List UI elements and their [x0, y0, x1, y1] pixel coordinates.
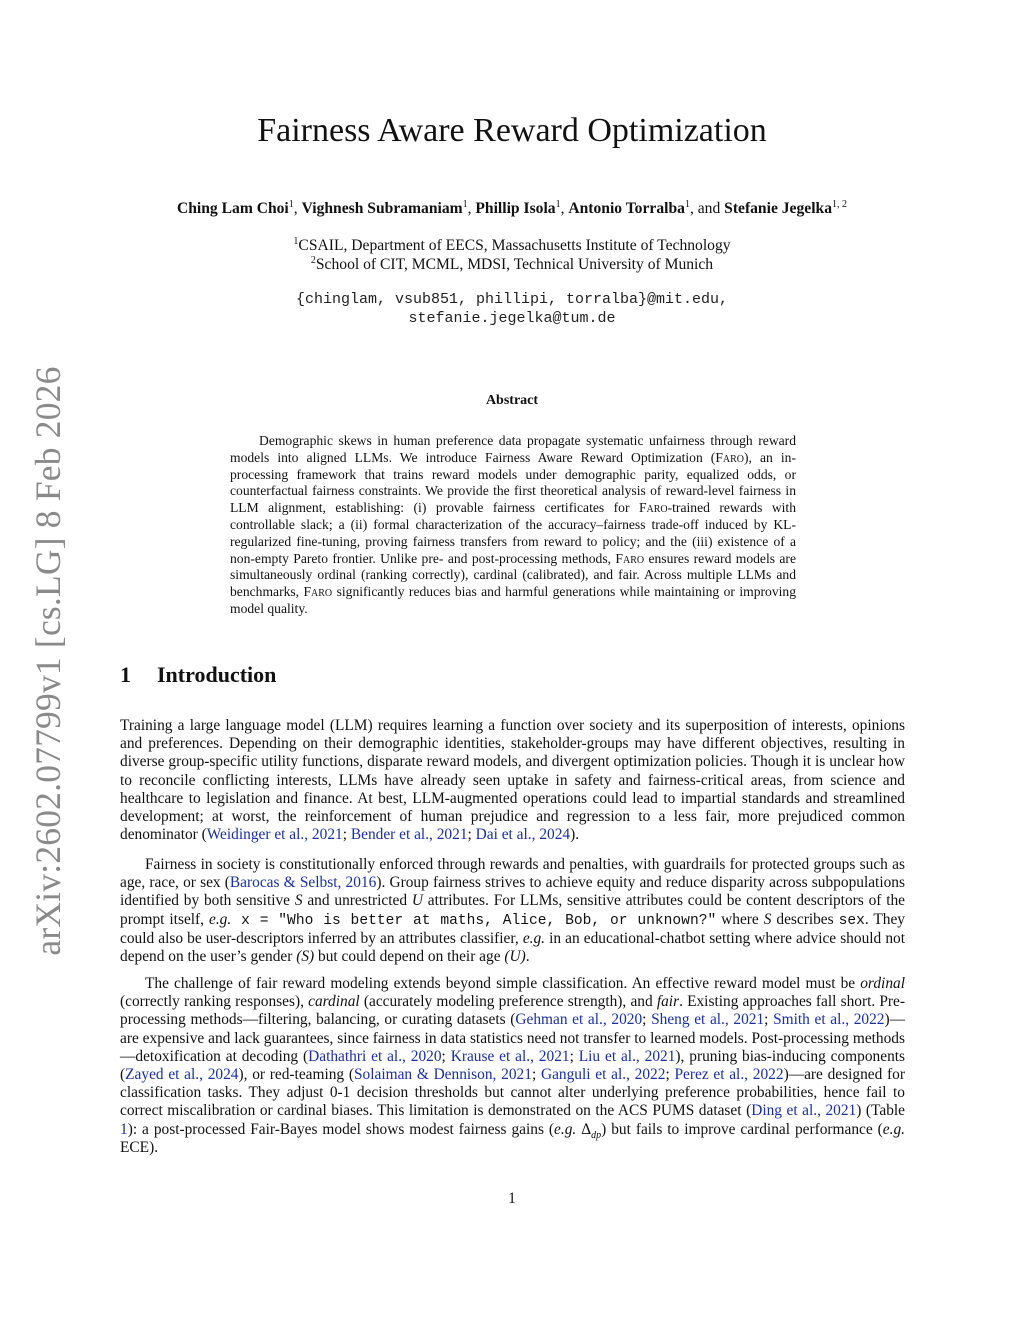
author-name: Ching Lam Choi	[176, 200, 289, 217]
author-emails	[0, 290, 1024, 328]
method-name: Faro	[303, 584, 333, 600]
author-name: Vighnesh Subramaniam	[301, 200, 463, 217]
citation-link[interactable]: Ding et al., 2021	[751, 1102, 857, 1120]
citation-link[interactable]: Sheng et al., 2021	[651, 1011, 765, 1029]
math-delta: Δ	[576, 1120, 592, 1138]
author-affiliation-mark: 1	[555, 198, 561, 210]
paragraph-1: Training a large language model (LLM) requires learning a function over society and its superposition of interests, opinions and preferences. Depending on their demographic identities, stakeholder-groups may have different objectives, resulting in diverse group-specific utility functions, disparate reward models, and divergent optimization policies. Though it is unclear how to reconcile conflicting interests, LLMs have already seen uptake in safety and fairness-critical areas, from science and healthcare to legislation and finance. At best, LLM-augmented operations could lead to impartial standards and streamlined development; at worst, the reinforcement of human prejudice and regression to a less fair, more prejudiced common denominator (Weidinger et al., 2021; Bender et al., 2021; Dai et al., 2024).	[120, 717, 905, 844]
author-list: Ching Lam Choi$^1$, Vighnesh Subramaniam$^1$, Phillip Isola$^1$, Antonio Torralba$^1$, and Stefanie Jegelka$^{1, 2}$	[176, 198, 847, 217]
citation-link[interactable]: Smith et al., 2022	[773, 1011, 885, 1029]
author-name: Stefanie Jegelka	[724, 200, 832, 217]
author-affiliation-mark: 1	[288, 198, 294, 210]
author-affiliation-mark: 1, 2	[832, 198, 847, 210]
page-number: 1	[508, 1190, 516, 1207]
abstract-heading: Abstract	[485, 393, 539, 408]
citation-link[interactable]: Bender et al., 2021	[350, 826, 468, 844]
affiliation-line: $^2$School of CIT, MCML, MDSI, Technical University of Munich	[310, 254, 714, 273]
citation-link[interactable]: Solaiman & Dennison, 2021	[353, 1066, 532, 1084]
code-example: x = "Who is better at maths, Alice, Bob, or unknown?"	[231, 912, 717, 929]
affiliation-list	[0, 236, 1024, 274]
citation-link[interactable]: Weidinger et al., 2021	[206, 826, 343, 844]
author-affiliation-mark: 1	[684, 198, 690, 210]
method-name: Faro	[638, 500, 668, 516]
citation-link[interactable]: Perez et al., 2022	[674, 1066, 784, 1084]
citation-link[interactable]: Barocas & Selbst, 2016	[229, 874, 377, 892]
section-number: 1	[120, 662, 131, 687]
math-variable: S	[294, 892, 303, 910]
author-name: Phillip Isola	[475, 200, 556, 217]
citation-link[interactable]: Dathathri et al., 2020	[308, 1047, 442, 1065]
citation-link[interactable]: Dai et al., 2024	[475, 826, 571, 844]
author-name: Antonio Torralba	[568, 200, 685, 217]
table-reference-link[interactable]: 1	[120, 1120, 128, 1138]
section-heading-introduction	[120, 662, 276, 688]
method-name: Faro	[615, 550, 645, 566]
citation-link[interactable]: Zayed et al., 2024	[125, 1066, 239, 1084]
arxiv-identifier[interactable]: arXiv:2602.07799v1 [cs.LG] 8 Feb 2026	[28, 366, 68, 956]
email-line[interactable]: stefanie.jegelka@tum.de	[408, 310, 616, 327]
citation-link[interactable]: Ganguli et al., 2022	[540, 1066, 666, 1084]
affiliation-line: $^1$CSAIL, Department of EECS, Massachusetts Institute of Technology	[293, 235, 731, 254]
paragraph-2: Fairness in society is constitutionally enforced through rewards and penalties, with guardrails for protected groups such as age, race, or sex (Barocas & Selbst, 2016). Group fairness strives to achieve equity and reduce disparity across subpopulations identified by both sensitive S and unrestricted U attributes. For LLMs, sensitive attributes could be content descriptors of the prompt itself, e.g. x = "Who is better at maths, Alice, Bob, or unknown?" where S describes sex. They could also be user-descriptors inferred by an attributes classifier, e.g. in an educational-chatbot setting where advice should not depend on the user’s gender (S) but could depend on their age (U).	[120, 856, 905, 966]
paragraph-3: The challenge of fair reward modeling extends beyond simple classification. An effective reward model must be ordinal (correctly ranking responses), cardinal (accurately modeling preference strength), and fair. Existing approaches fall short. Pre-processing methods—filtering, balancing, or curating datasets (Gehman et al., 2020; Sheng et al., 2021; Smith et al., 2022)—are expensive and lack guarantees, since fairness in data statistics need not transfer to learned models. Post-processing methods—detoxification at decoding (Dathathri et al., 2020; Krause et al., 2021; Liu et al., 2021), pruning bias-inducing components (Zayed et al., 2024), or red-teaming (Solaiman & Dennison, 2021; Ganguli et al., 2022; Perez et al., 2022)—are designed for classification tasks. They adjust 0-1 decision thresholds but cannot alter underlying preference probabilities, hence fail to correct miscalibration or cardinal biases. This limitation is demonstrated on the ACS PUMS dataset (Ding et al., 2021) (Table 1): a post-processed Fair-Bayes model shows modest fairness gains (e.g. $\Delta_{dp}$) but fails to improve cardinal performance (e.g. ECE).	[120, 975, 906, 1156]
author-affiliation-mark: 1	[462, 198, 468, 210]
method-name: Faro	[715, 449, 745, 465]
abstract-text: Demographic skews in human preference data propagate systematic unfairness through reward models into aligned LLMs. We introduce Fairness Aware Reward Optimization (Faro), an in-processing framework that trains reward models under demographic parity, equalized odds, or counterfactual fairness constraints. We provide the first theoretical analysis of reward-level fairness in LLM alignment, establishing: (i) provable fairness certificates for Faro-trained rewards with controllable slack; a (ii) formal characterization of the accuracy–fairness trade-off induced by KL-regularized fine-tuning, proving fairness transfers from reward to policy; and the (iii) existence of a non-empty Pareto frontier. Unlike pre- and post-processing methods, Faro ensures reward models are simultaneously ordinal (ranking correctly), cardinal (calibrated), and fair. Across multiple LLMs and benchmarks, Faro significantly reduces bias and harmful generations while maintaining or improving model quality.	[230, 433, 797, 616]
code-example: sex	[838, 912, 865, 929]
citation-link[interactable]: Gehman et al., 2020	[515, 1011, 643, 1029]
citation-link[interactable]: Liu et al., 2021	[578, 1047, 676, 1065]
section-title: Introduction	[157, 662, 277, 687]
math-variable: S	[763, 910, 772, 928]
paper-title: Fairness Aware Reward Optimization	[257, 112, 767, 149]
math-variable: U	[411, 892, 423, 910]
citation-link[interactable]: Krause et al., 2021	[450, 1047, 570, 1065]
email-line[interactable]: {chinglam, vsub851, phillipi, torralba}@mit.edu,	[295, 291, 729, 308]
